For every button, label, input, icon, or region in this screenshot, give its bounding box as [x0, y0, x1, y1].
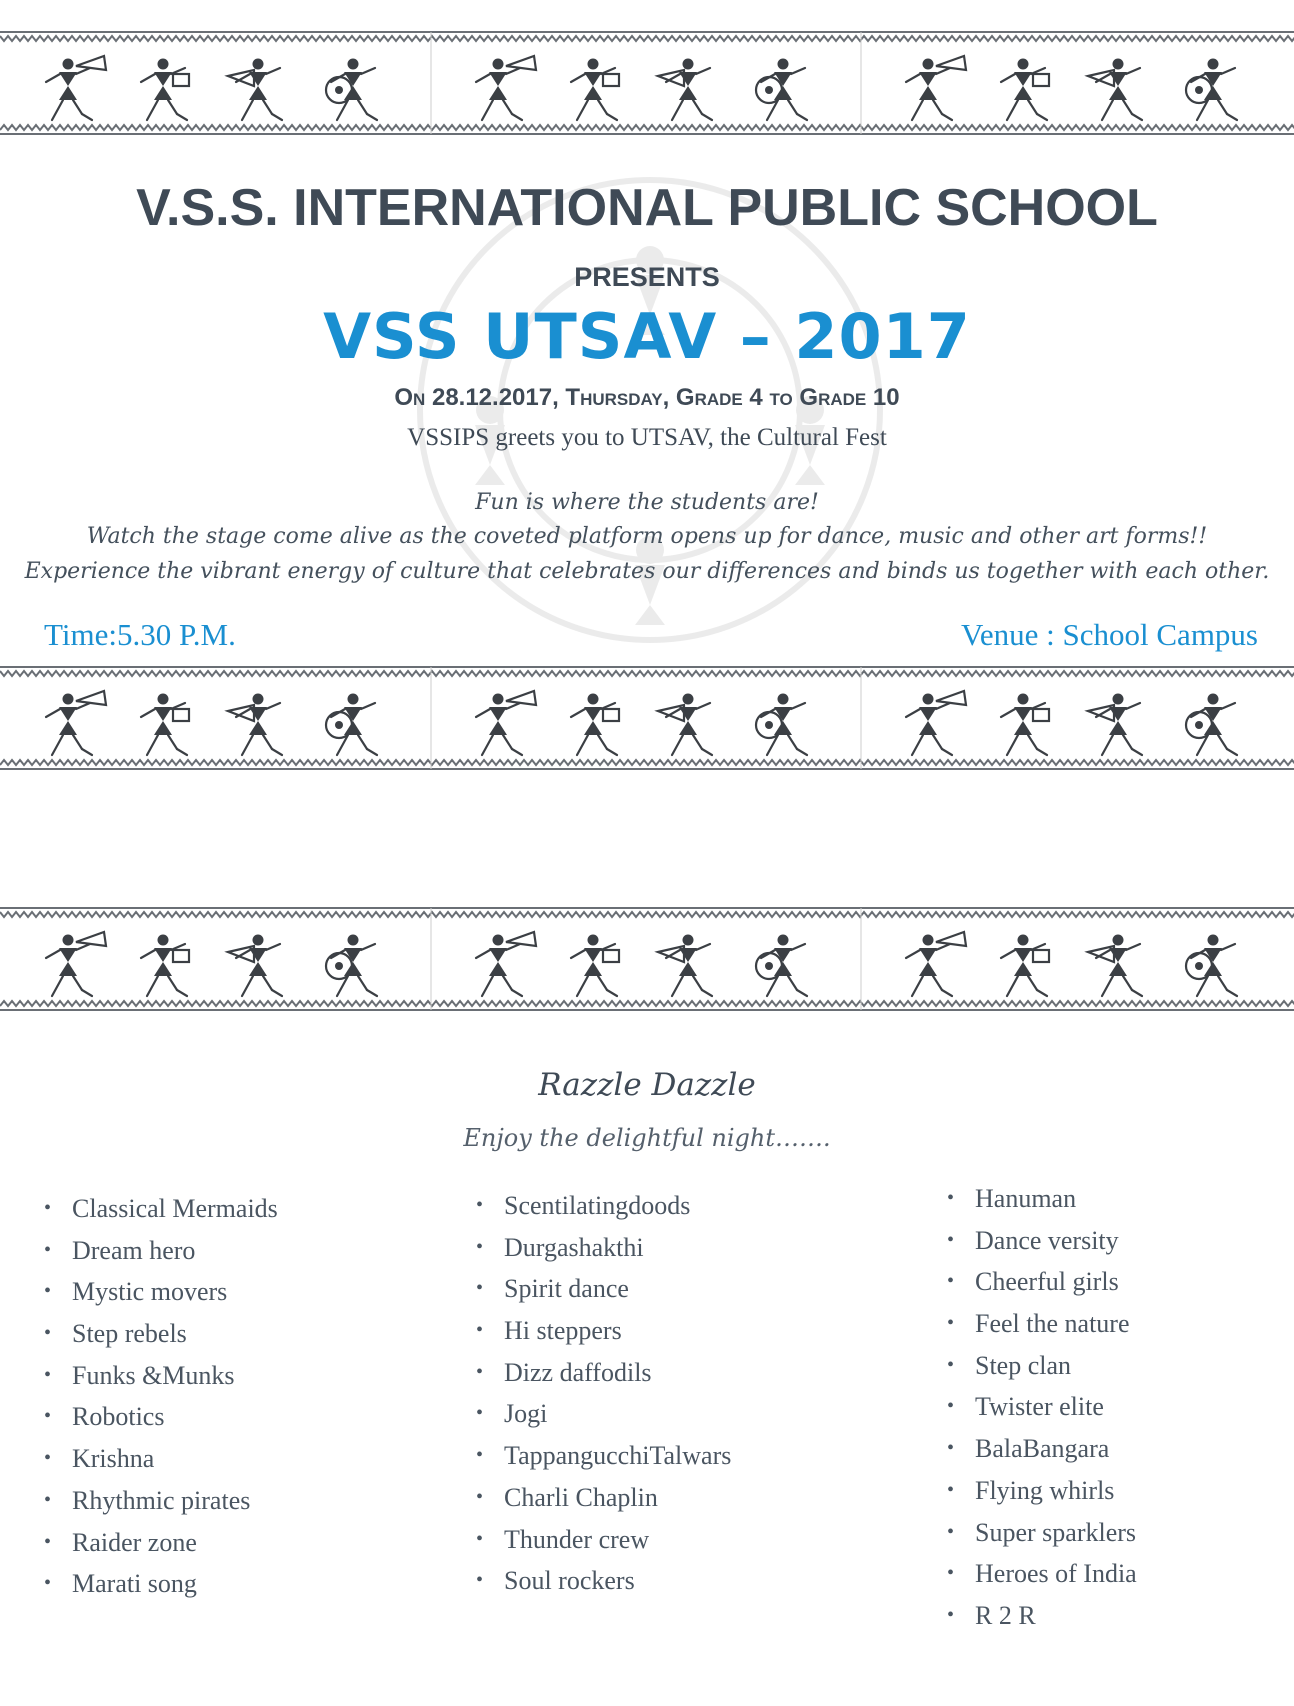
- list-item: • Soul rockers: [476, 1560, 731, 1602]
- list-item: • Dance versity: [947, 1220, 1137, 1262]
- list-item: • Step rebels: [44, 1313, 278, 1355]
- list-item: • Spirit dance: [476, 1268, 731, 1310]
- school-name: V.S.S. INTERNATIONAL PUBLIC SCHOOL: [136, 179, 1158, 237]
- event-time: Time:5.30 P.M.: [44, 617, 236, 652]
- list-item: • Twister elite: [947, 1386, 1137, 1428]
- warli-border-band-middle: [0, 665, 1294, 777]
- list-item: • Charli Chaplin: [476, 1477, 731, 1519]
- event-date-line: On 28.12.2017, Thursday, Grade 4 to Grade 10: [394, 384, 900, 411]
- presents-label: PRESENTS: [574, 262, 720, 292]
- list-item: • BalaBangara: [947, 1428, 1137, 1470]
- list-item: • Jogi: [476, 1393, 731, 1435]
- program-list-column-2: [476, 1185, 731, 1602]
- list-item: • Thunder crew: [476, 1519, 731, 1561]
- program-title: Razzle Dazzle: [538, 1067, 756, 1103]
- list-item: • Cheerful girls: [947, 1261, 1137, 1303]
- list-item: • Robotics: [44, 1396, 278, 1438]
- greeting-line: VSSIPS greets you to UTSAV, the Cultural Fest: [407, 424, 887, 451]
- event-venue: Venue : School Campus: [960, 617, 1258, 652]
- program-subtitle: Enjoy the delightful night…….: [463, 1124, 831, 1152]
- list-item: • Dizz daffodils: [476, 1352, 731, 1394]
- list-item: • Heroes of India: [947, 1553, 1137, 1595]
- tagline-line-1: Fun is where the students are!: [475, 490, 819, 515]
- list-item: • Step clan: [947, 1345, 1137, 1387]
- program-list-column-3: [947, 1178, 1137, 1637]
- warli-border-band-top: [0, 30, 1294, 142]
- list-item: • Super sparklers: [947, 1512, 1137, 1554]
- list-item: • Hanuman: [947, 1178, 1137, 1220]
- tagline-line-2: Watch the stage come alive as the coveted platform opens up for dance, music and other art forms!!: [86, 524, 1208, 549]
- list-item: • Rhythmic pirates: [44, 1480, 278, 1522]
- list-item: • Mystic movers: [44, 1271, 278, 1313]
- list-item: • Dream hero: [44, 1230, 278, 1272]
- list-item: • Durgashakthi: [476, 1227, 731, 1269]
- list-item: • Feel the nature: [947, 1303, 1137, 1345]
- list-item: • Marati song: [44, 1563, 278, 1605]
- list-item: • TappangucchiTalwars: [476, 1435, 731, 1477]
- list-item: • Krishna: [44, 1438, 278, 1480]
- tagline-line-3: Experience the vibrant energy of culture that celebrates our differences and binds us together with each other.: [24, 559, 1270, 584]
- warli-border-band-lower: [0, 906, 1294, 1018]
- list-item: • R 2 R: [947, 1595, 1137, 1637]
- warli-dancers-icon: [0, 665, 1294, 777]
- warli-dancers-icon: [0, 30, 1294, 142]
- list-item: • Funks &Munks: [44, 1355, 278, 1397]
- warli-dancers-icon: [0, 906, 1294, 1018]
- list-item: • Hi steppers: [476, 1310, 731, 1352]
- list-item: • Raider zone: [44, 1522, 278, 1564]
- list-item: • Flying whirls: [947, 1470, 1137, 1512]
- list-item: • Classical Mermaids: [44, 1188, 278, 1230]
- program-list-column-1: [44, 1188, 278, 1605]
- list-item: • Scentilatingdoods: [476, 1185, 731, 1227]
- event-title: VSS UTSAV – 2017: [323, 300, 971, 373]
